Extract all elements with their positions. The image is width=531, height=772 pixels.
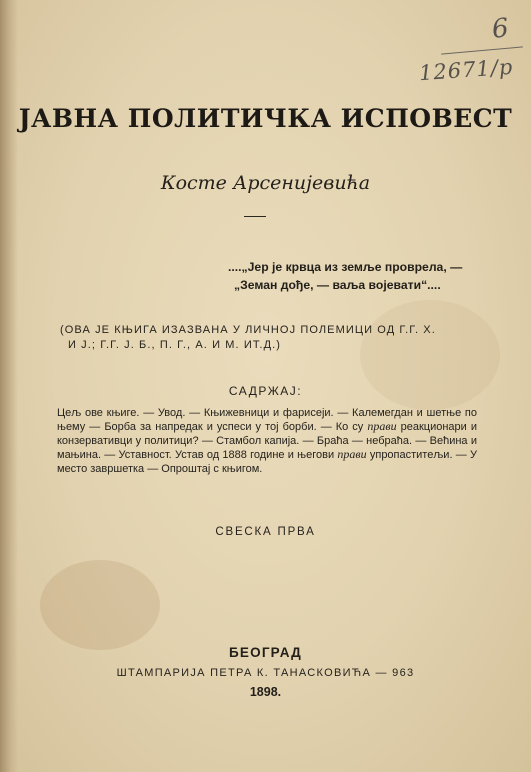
book-author: Косте Арсенијевића xyxy=(160,172,371,194)
contents-emphasis: прави xyxy=(337,447,367,462)
volume-label: СВЕСКА ПРВА xyxy=(215,526,316,538)
occasion-line: (ОВА ЈЕ КЊИГА ИЗАЗВАНА У ЛИЧНОЈ ПОЛЕМИЦИ ОД Г.Г. Х. xyxy=(60,324,436,336)
imprint-printer: ШТАМПАРИЈА ПЕТРА К. ТАНАСКОВИЋА — 963 xyxy=(116,667,415,679)
epigraph xyxy=(228,258,462,294)
paper-stain xyxy=(40,560,160,650)
contents-heading: САДРЖАЈ: xyxy=(228,384,303,398)
contents-emphasis: прави xyxy=(367,419,397,434)
contents-part: упропаститељи. — У место завршетка — Опроштај с књигом. xyxy=(57,449,478,475)
imprint-year: 1898. xyxy=(249,685,282,699)
separator-dash xyxy=(244,216,266,217)
handwritten-underline xyxy=(441,46,523,54)
contents-part: реакционари и конзервативци у политици? — Стамбол капија. — Браћа — небраћа. — Већина и мањина. — Уставност. Устав од 1888 године и његови xyxy=(57,421,477,462)
contents-part: Цељ ове књиге. — Увод. — Књижевници и фарисеји. — Калемегдан и шетње по њему — Борба за напредак и успеси у тој борби. — Ко су xyxy=(57,407,477,434)
imprint-city: БЕОГРАД xyxy=(229,645,302,660)
epigraph-line: ....„Јер је крвца из земље проврела, — xyxy=(228,260,463,274)
handwritten-catalog-number: 12671/p xyxy=(417,54,514,86)
book-title: ЈАВНА ПОЛИТИЧКА ИСПОВЕСТ xyxy=(18,104,513,133)
epigraph-line: „Земан дође, — ваља војевати“.... xyxy=(234,278,441,292)
occasion-line: И Ј.; Г.Г. Ј. Б., П. Г., А. И М. ИТ.Д.) xyxy=(68,339,282,351)
contents-text xyxy=(57,407,477,476)
handwritten-number: 6 xyxy=(490,13,511,45)
occasion-note xyxy=(60,323,480,353)
